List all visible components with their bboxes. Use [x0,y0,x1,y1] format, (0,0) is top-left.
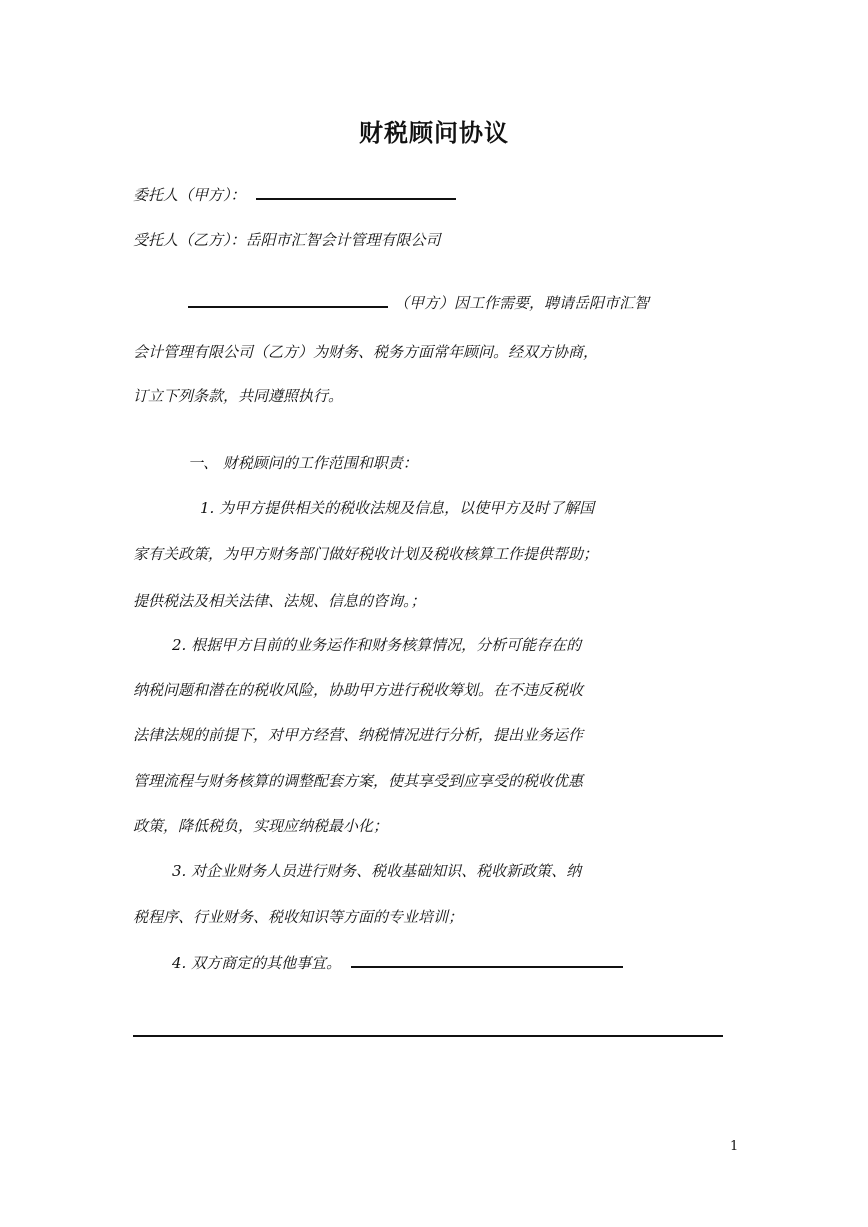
item-2-line-1: 2. 根据甲方目前的业务运作和财务核算情况，分析可能存在的 [172,636,582,654]
item-2-line-3: 法律法规的前提下，对甲方经营、纳税情况进行分析，提出业务运作 [133,726,584,744]
client-name-blank [256,184,456,200]
consultant-line [133,229,441,251]
item-1-line-3: 提供税法及相关法律、法规、信息的咨询。； [133,592,426,610]
item-1-line-2: 家有关政策，为甲方财务部门做好税收计划及税收核算工作提供帮助； [133,545,599,563]
consultant-label: 受托人（乙方）： [133,231,246,249]
page-title: 财税顾问协议 [359,119,509,147]
client-line [133,184,456,206]
intro-line-1 [188,292,649,314]
item-2-line-5: 政策，降低税负，实现应纳税最小化； [133,817,389,835]
additional-terms-blank-line [133,1035,723,1037]
item-1-line-1: 1. 为甲方提供相关的税收法规及信息，以使甲方及时了解国 [200,499,595,517]
intro-line-2: 会计管理有限公司（乙方）为财务、税务方面常年顾问。经双方协商， [133,343,599,361]
page-number: 1 [730,1139,739,1154]
section-1-heading: 一、 财税顾问的工作范围和职责： [188,454,418,472]
item-3-line-2: 税程序、行业财务、税收知识等方面的专业培训； [133,908,464,926]
item-4-text: 4. 双方商定的其他事宜。 [172,954,342,972]
client-name-blank-2 [188,292,388,308]
item-2-line-2: 纳税问题和潜在的税收风险，协助甲方进行税收筹划。在不违反税收 [133,681,584,699]
item-4-blank [351,952,623,968]
intro-line-3: 订立下列条款，共同遵照执行。 [133,387,344,405]
item-4-line-1 [172,952,623,974]
intro-line-1-text: （甲方）因工作需要，聘请岳阳市汇智 [394,294,650,312]
item-3-line-1: 3. 对企业财务人员进行财务、税收基础知识、税收新政策、纳 [172,862,582,880]
item-2-line-4: 管理流程与财务核算的调整配套方案，使其享受到应享受的税收优惠 [133,772,584,790]
client-label: 委托人（甲方）： [133,186,246,204]
consultant-name: 岳阳市汇智会计管理有限公司 [245,231,441,249]
